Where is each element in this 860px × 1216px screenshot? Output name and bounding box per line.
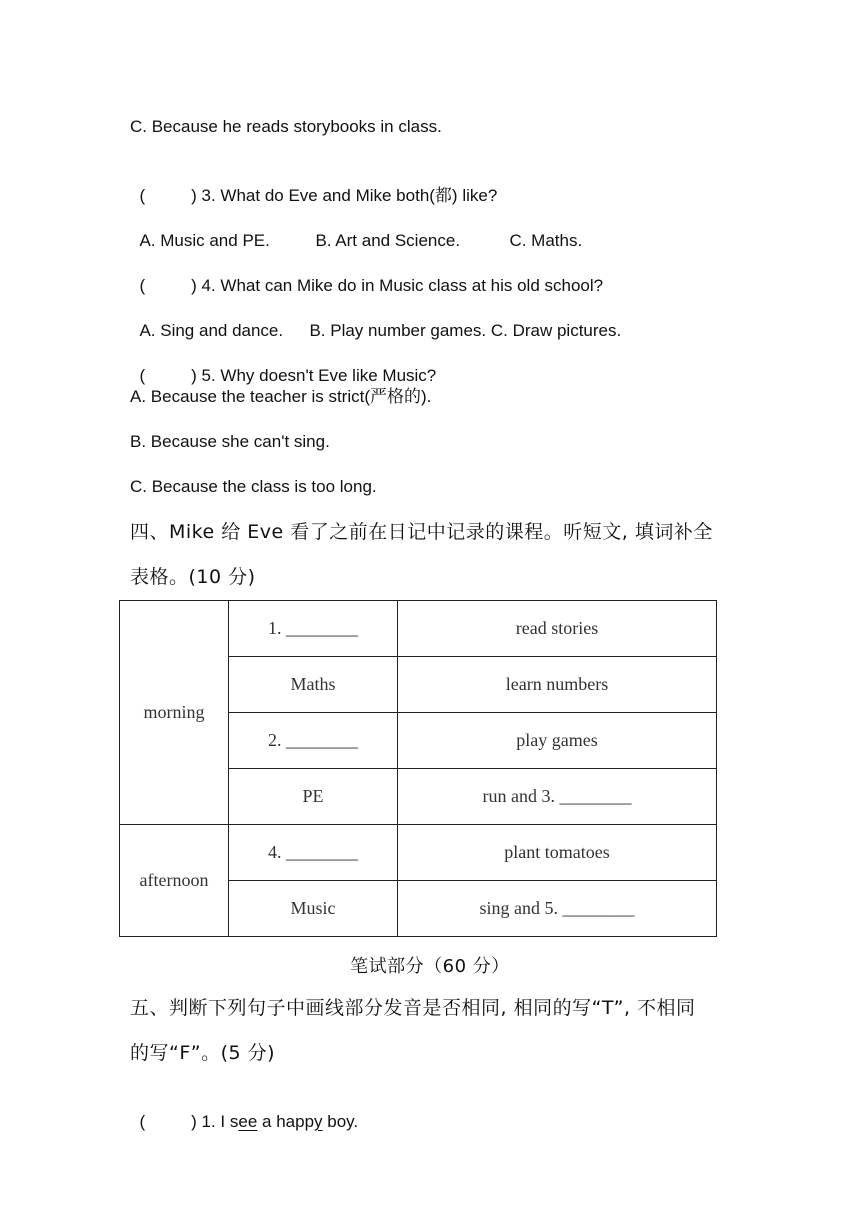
question-4-options (130, 295, 621, 343)
answer-paren-open: ( (139, 276, 146, 295)
answer-paren-open: ( (139, 1112, 146, 1131)
activity-cell: plant tomatoes (398, 825, 717, 881)
underlined-sound: y (314, 1112, 323, 1131)
sentence-part: a happ (257, 1112, 315, 1131)
q5-option-b: B. Because she can't sing. (130, 432, 330, 451)
activity-cell: read stories (398, 601, 717, 657)
table-row (120, 601, 717, 657)
written-part-heading: 笔试部分（60 分） (350, 956, 510, 977)
activity-cell[interactable]: run and 3. ________ (398, 769, 717, 825)
option-c: C. Maths. (509, 231, 583, 250)
underlined-sound: ee (238, 1112, 258, 1131)
q2-option-c: C. Because he reads storybooks in class. (130, 117, 442, 136)
option-a: A. Sing and dance. (139, 321, 284, 340)
subject-cell: PE (229, 769, 398, 825)
question-3-options (130, 205, 582, 253)
answer-paren-close: ) (191, 276, 197, 295)
activity-cell[interactable]: sing and 5. ________ (398, 881, 717, 937)
question-text: 4. What can Mike do in Music class at his old school? (201, 276, 604, 295)
q5-option-a: A. Because the teacher is strict(严格的). (130, 387, 432, 406)
subject-cell[interactable]: 2. ________ (229, 713, 398, 769)
sentence-part: boy. (322, 1112, 359, 1131)
question-3 (130, 160, 497, 208)
question-4 (130, 250, 603, 298)
q5-option-c: C. Because the class is too long. (130, 477, 377, 496)
answer-paren-open: ( (139, 366, 146, 385)
answer-paren-close: ) (191, 186, 197, 205)
subject-cell: Music (229, 881, 398, 937)
question-text: 5. Why doesn't Eve like Music? (201, 366, 437, 385)
answer-paren-open: ( (139, 186, 146, 205)
period-afternoon: afternoon (120, 825, 229, 937)
activity-cell: learn numbers (398, 657, 717, 713)
subject-cell: Maths (229, 657, 398, 713)
section-5-heading-cont: 的写“F”。(5 分) (130, 1042, 276, 1064)
activity-cell: play games (398, 713, 717, 769)
answer-paren-close: ) (191, 1112, 197, 1131)
sentence-part: 1. I s (201, 1112, 239, 1131)
period-morning: morning (120, 601, 229, 825)
table-row (120, 825, 717, 881)
option-bc: B. Play number games. C. Draw pictures. (309, 321, 622, 340)
subject-cell[interactable]: 1. ________ (229, 601, 398, 657)
option-b: B. Art and Science. (315, 231, 461, 250)
subject-cell[interactable]: 4. ________ (229, 825, 398, 881)
question-text: 3. What do Eve and Mike both(都) like? (201, 186, 498, 205)
section-4-heading: 四、Mike 给 Eve 看了之前在日记中记录的课程。听短文, 填词补全 (130, 521, 713, 543)
section-5-question-1 (130, 1086, 358, 1134)
answer-paren-close: ) (191, 366, 197, 385)
question-5 (130, 340, 436, 388)
section-4-heading-cont: 表格。(10 分) (130, 566, 256, 588)
option-a: A. Music and PE. (139, 231, 270, 250)
schedule-table (119, 600, 717, 937)
section-5-heading: 五、判断下列句子中画线部分发音是否相同, 相同的写“T”, 不相同 (130, 997, 696, 1019)
